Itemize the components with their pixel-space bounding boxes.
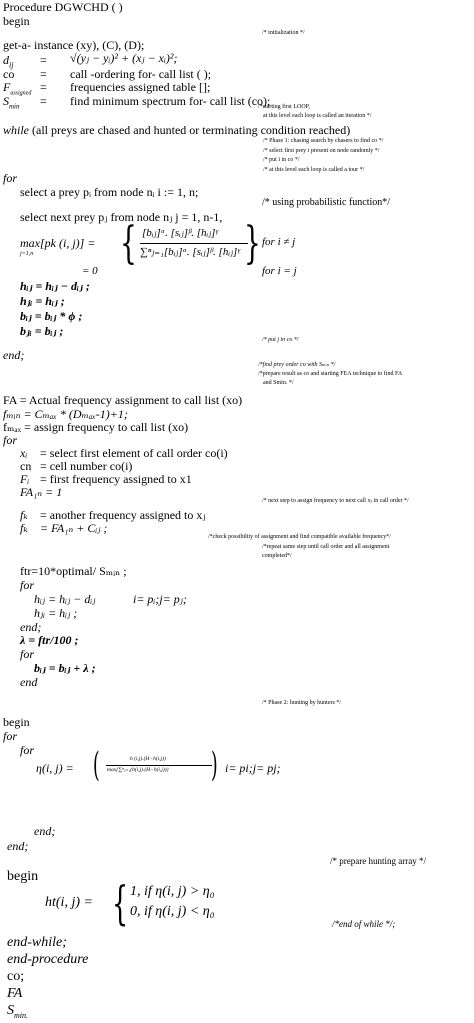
for-keyword-6: for — [20, 743, 35, 757]
fa1-assignment: FA₁ₙ = 1 — [20, 485, 63, 499]
fmax-definition: fₘₐₓ = assign frequency to call list (xo) — [3, 420, 189, 434]
f1-label: Fᵢ — [20, 472, 30, 486]
end-keyword-4: end; — [34, 824, 56, 838]
eta-denominator: max{∑ⁿⱼ₌₁(b(i,j).(H−h(i,j))} — [107, 767, 169, 773]
begin-keyword-2: begin — [3, 715, 30, 729]
for-keyword-5: for — [3, 729, 18, 743]
fassigned-definition: frequencies assigned table []; — [70, 80, 211, 94]
h-update-indices: i= pᵢ;j= pⱼ; — [133, 592, 187, 606]
x1-definition: = select first element of call order co(i) — [40, 446, 228, 460]
begin-keyword: begin — [3, 14, 30, 28]
eta-indices: i= pi;j= pj; — [225, 761, 281, 775]
comment-next-step: /* next step to assign frequency to next call xⱼ in call order */ — [262, 498, 409, 504]
comment-first-loop: /*starting first LOOP, — [258, 104, 310, 110]
end-while-keyword: end-while; — [7, 935, 67, 950]
smin-label: $S_{min}$ — [3, 94, 20, 111]
zero-value: = 0 — [82, 265, 98, 277]
for-keyword-4: for — [20, 647, 35, 661]
fk-definition-2: = FA₁ₙ + Cᵢⱼ ; — [40, 521, 108, 535]
fmin-definition: fₘᵢₙ = Cₘₐₓ * (Dₘₐₓ-1)+1; — [3, 407, 128, 421]
fk-definition-1: = another frequency assigned to xⱼ — [40, 508, 206, 522]
x1-label: xᵢ — [20, 446, 28, 460]
max-subscript: j=1,n — [20, 251, 34, 257]
for-keyword-2: for — [3, 433, 18, 447]
right-brace: } — [244, 218, 261, 269]
comment-phase2: /* Phase 2: hunting by hunters */ — [262, 700, 341, 706]
comment-find-prey-order: /*find prey order co with Sₘᵢₙ */ — [258, 362, 336, 368]
fk-label-2: fₖ — [20, 521, 28, 535]
left-brace: { — [120, 218, 137, 269]
condition-i-eq-j: for i = j — [262, 265, 297, 277]
comment-phase1: /* Phase 1: chasing search by chasers to find co */ — [263, 138, 384, 144]
comment-select-first-prey: /* select first prey i present on node randomly */ — [263, 148, 380, 154]
ht-case-1: 1, if η(i, j) > η₀ — [130, 884, 215, 899]
get-instance-line: get-a- instance (xy), (C), (D); — [3, 38, 145, 52]
output-co: co; — [7, 969, 25, 984]
update-bji: bⱼᵢ = bᵢⱼ ; — [20, 324, 64, 338]
end-keyword-2: end; — [20, 620, 42, 634]
update-bij: bᵢⱼ = bᵢⱼ * ϕ ; — [20, 309, 83, 323]
end-keyword-1: end; — [3, 348, 25, 362]
max-pk-label: max[pk (i, j)] = — [20, 236, 96, 250]
end-procedure-keyword: end-procedure — [7, 952, 89, 967]
cn-definition: = cell number co(i) — [40, 459, 133, 473]
procedure-title: Procedure DGWCHD ( ) — [3, 0, 123, 14]
comment-put-i: /* put i in co */ — [263, 157, 300, 163]
dij-label: $d_{ij}$ — [3, 53, 14, 70]
comment-completed: completed*/ — [262, 553, 292, 559]
fa-definition: FA = Actual frequency assignment to call list (xo) — [3, 393, 243, 407]
fassigned-equals: = — [40, 80, 47, 94]
f1-definition: = first frequency assigned to x1 — [40, 472, 192, 486]
comment-initialization: /* initialization */ — [262, 30, 305, 36]
output-smin: $S_{min.}$ — [7, 1003, 28, 1020]
output-fa: FA — [7, 986, 23, 1001]
ht-label: ht(i, j) = — [45, 895, 93, 910]
comment-tour: /* at this level each loop is called a tour */ — [263, 167, 365, 173]
comment-hunting-array: /* prepare hunting array */ — [330, 856, 426, 866]
dij-equals: = — [40, 53, 47, 67]
h-update-1: hᵢⱼ = hᵢⱼ − dᵢⱼ — [34, 592, 96, 606]
update-hij: hᵢⱼ = hᵢⱼ − dᵢⱼ ; — [20, 279, 90, 293]
comment-repeat-step: /*repeat same step until call order and all assignment — [262, 544, 390, 550]
fraction-denominator: ∑ⁿⱼ₌₁[bᵢⱼ]ᵅ. [sᵢⱼ]ᵝ. [hᵢⱼ]ᵞ — [140, 246, 240, 258]
co-equals: = — [40, 67, 47, 81]
co-definition: call -ordering for- call list ( ); — [70, 67, 212, 81]
eta-fraction-bar — [106, 765, 212, 766]
co-label: co — [3, 67, 15, 81]
lambda-line: λ = ftr/100 ; — [20, 633, 79, 647]
eta-numerator: b (i,j).(H−h(i,j)) — [130, 756, 166, 762]
comment-iteration: at this level each loop is called an iteration */ — [263, 113, 372, 119]
comment-check-possibility: /*check possibility of assignment and find compatible available frequency*/ — [208, 534, 391, 540]
fk-label-1: fₖ — [20, 508, 28, 522]
begin-keyword-3: begin — [7, 869, 39, 884]
smin-definition: find minimum spectrum for- call list (co); — [70, 94, 271, 108]
select-first-prey: select a prey pᵢ from node nᵢ i := 1, n; — [20, 185, 199, 199]
while-line: while (all preys are chased and hunted or terminating condition reached) — [3, 123, 351, 137]
dij-formula: √(yⱼ − yᵢ)² + (xⱼ − xᵢ)²; — [70, 51, 178, 65]
ftr-line: ftr=10*optimal/ Sₘᵢₙ ; — [20, 564, 127, 578]
comment-end-while: /*end of while */; — [332, 919, 396, 929]
condition-i-not-j: for i ≠ j — [262, 236, 296, 248]
eta-label: η(i, j) = — [36, 761, 74, 775]
h-update-2: hⱼᵢ = hᵢⱼ ; — [34, 606, 78, 620]
comment-prepare-result: /*prepare result as co and starting FEA technique to find FA — [258, 371, 403, 377]
comment-put-j: /* put j in co */ — [262, 337, 299, 343]
ht-case-2: 0, if η(i, j) < η₀ — [130, 904, 215, 919]
eta-left-paren: ( — [93, 745, 100, 785]
update-hji: hⱼᵢ = hᵢⱼ ; — [20, 294, 65, 308]
comment-probabilistic: /* using probabilistic function*/ — [262, 197, 391, 208]
select-next-prey: select next prey pⱼ from node nⱼ j = 1, n-1, — [20, 210, 223, 224]
eta-right-paren: ) — [211, 745, 218, 785]
end-keyword-3: end — [20, 675, 38, 689]
fassigned-label: $F_{assigned}$ — [3, 80, 32, 97]
cn-label: cn — [20, 459, 32, 473]
for-keyword-1: for — [3, 171, 18, 185]
b-lambda-update: bᵢⱼ = bᵢⱼ + λ ; — [34, 661, 96, 675]
for-keyword-3: for — [20, 578, 35, 592]
end-keyword-5: end; — [7, 839, 29, 853]
fraction-numerator: [bᵢⱼ]ᵅ. [sᵢⱼ]ᵝ. [hᵢⱼ]ᵞ — [142, 227, 218, 239]
ht-brace: { — [112, 876, 129, 930]
fraction-bar — [140, 243, 248, 244]
comment-and-smin: and Smin. */ — [263, 380, 294, 386]
smin-equals: = — [40, 94, 47, 108]
